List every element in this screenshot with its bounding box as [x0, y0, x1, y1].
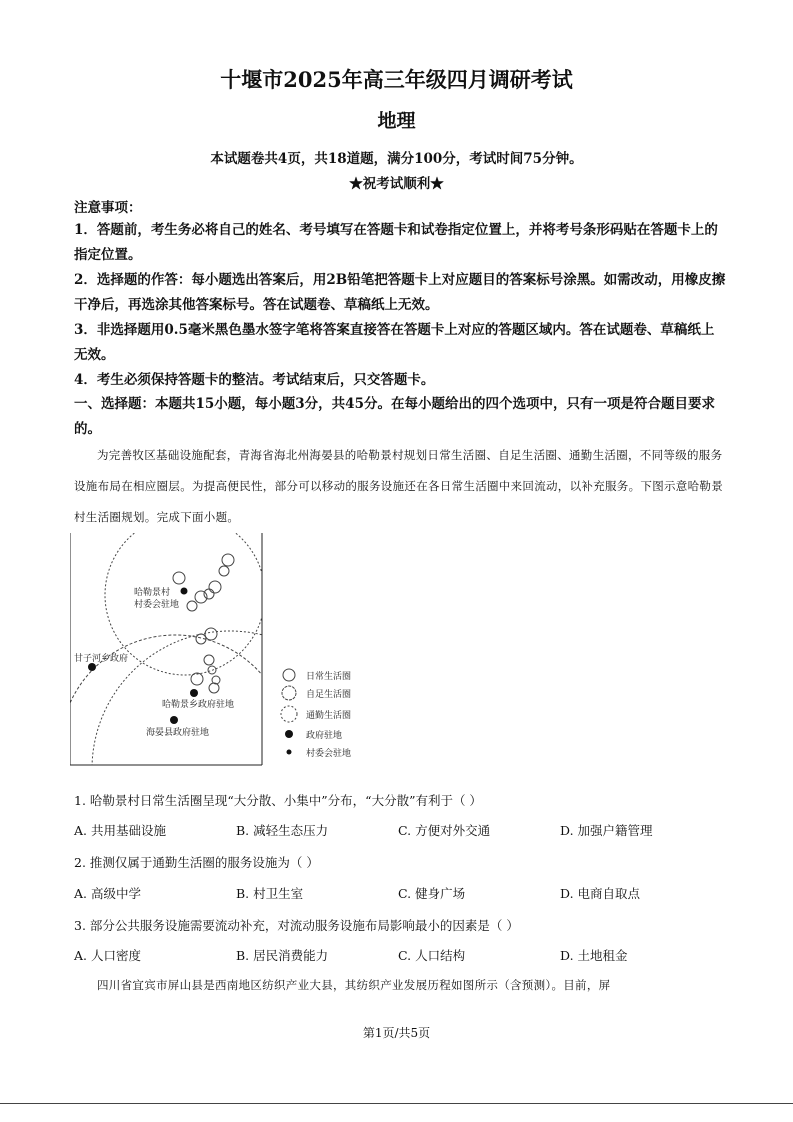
village-committee-point	[181, 588, 188, 595]
question-2: 2. 推测仅属于通勤生活圈的服务设施为（ ）	[74, 855, 319, 870]
county-seat-point	[170, 716, 178, 724]
option-a: A. 人口密度	[74, 948, 141, 963]
legend-commute: 通勤生活圈	[306, 711, 352, 721]
notes-heading: 注意事项：	[74, 200, 142, 216]
note-item: 1．答题前，考生务必将自己的姓名、考号填写在答题卡和试卷指定位置上，并将考号条形码贴在答题卡上的指定位置。	[74, 222, 718, 263]
committee-label: 村委会驻地	[134, 600, 180, 610]
legend-self: 自足生活圈	[306, 690, 352, 700]
subject-title: 地理	[377, 110, 416, 132]
south-town-label: 哈勒景乡政府驻地	[162, 700, 235, 710]
page-number: 第1页/共5页	[362, 1026, 431, 1040]
option-c: C. 健身广场	[398, 886, 466, 901]
question-3: 3. 部分公共服务设施需要流动补充，对流动服务设施布局影响最小的因素是（ ）	[74, 918, 519, 933]
life-circle-map	[70, 533, 370, 772]
question-1: 1. 哈勒景村日常生活圈呈现“大分散、小集中”分布，“大分散”有利于（ ）	[74, 793, 482, 808]
option-c: C. 人口结构	[398, 948, 466, 963]
west-town-point	[88, 663, 96, 671]
option-b: B. 居民消费能力	[236, 948, 329, 963]
option-b: B. 减轻生态压力	[236, 823, 329, 838]
option-a: A. 共用基础设施	[74, 823, 166, 838]
notes-list	[74, 218, 726, 393]
life-circle-map-svg	[70, 533, 370, 768]
option-d: D. 加强户籍管理	[560, 823, 653, 838]
question-2-options	[74, 884, 724, 902]
legend-gov: 政府驻地	[306, 731, 343, 741]
option-d: D. 电商自取点	[560, 886, 641, 901]
section-heading: 一、选择题：本题共15小题，每小题3分，共45分。在每小题给出的四个选项中，只有一项是符合题目要求的。	[74, 396, 715, 437]
page-bottom-divider	[0, 1103, 793, 1104]
question-1-options	[74, 821, 724, 839]
exam-title: 十堰市2025年高三年级四月调研考试	[220, 67, 573, 92]
option-d: D. 土地租金	[560, 948, 628, 963]
west-town-label: 甘子河乡政府	[74, 654, 129, 664]
option-b: B. 村卫生室	[236, 886, 304, 901]
note-item: 2．选择题的作答：每小题选出答案后，用2B铅笔把答题卡上对应题目的答案标号涂黑。如需改动，用橡皮擦干净后，再选涂其他答案标号。答在试题卷、草稿纸上无效。	[74, 272, 726, 313]
village-label: 哈勒景村	[134, 588, 171, 598]
note-item: 3．非选择题用0.5毫米黑色墨水签字笔将答案直接答在答题卡上对应的答题区域内。答在试题卷、草稿纸上无效。	[74, 322, 715, 363]
exam-info: 本试题卷共4页，共18道题，满分100分，考试时间75分钟。	[210, 151, 583, 167]
exam-wish: ★祝考试顺利★	[349, 176, 444, 192]
option-c: C. 方便对外交通	[398, 823, 491, 838]
passage-2: 四川省宜宾市屏山县是西南地区纺织产业大县，其纺织产业发展历程如图所示（含预测）。目前，屏	[97, 978, 611, 992]
question-3-options	[74, 946, 724, 964]
county-seat-label: 海晏县政府驻地	[146, 728, 210, 738]
passage-1: 为完善牧区基础设施配套，青海省海北州海晏县的哈勒景村规划日常生活圈、自足生活圈、通勤生活圈，不同等级的服务设施布局在相应圈层。为提高便民性，部分可以移动的服务设施还在各日常生活圈中来回流动，以补充服务。下图示意哈勒景村生活圈规划。完成下面小题。	[74, 448, 723, 524]
south-town-point	[190, 689, 198, 697]
note-item: 4．考生必须保持答题卡的整洁。考试结束后，只交答题卡。	[74, 372, 435, 388]
legend-committee: 村委会驻地	[306, 749, 352, 759]
option-a: A. 高级中学	[74, 886, 141, 901]
map-legend	[281, 669, 351, 759]
legend-daily: 日常生活圈	[306, 672, 352, 682]
